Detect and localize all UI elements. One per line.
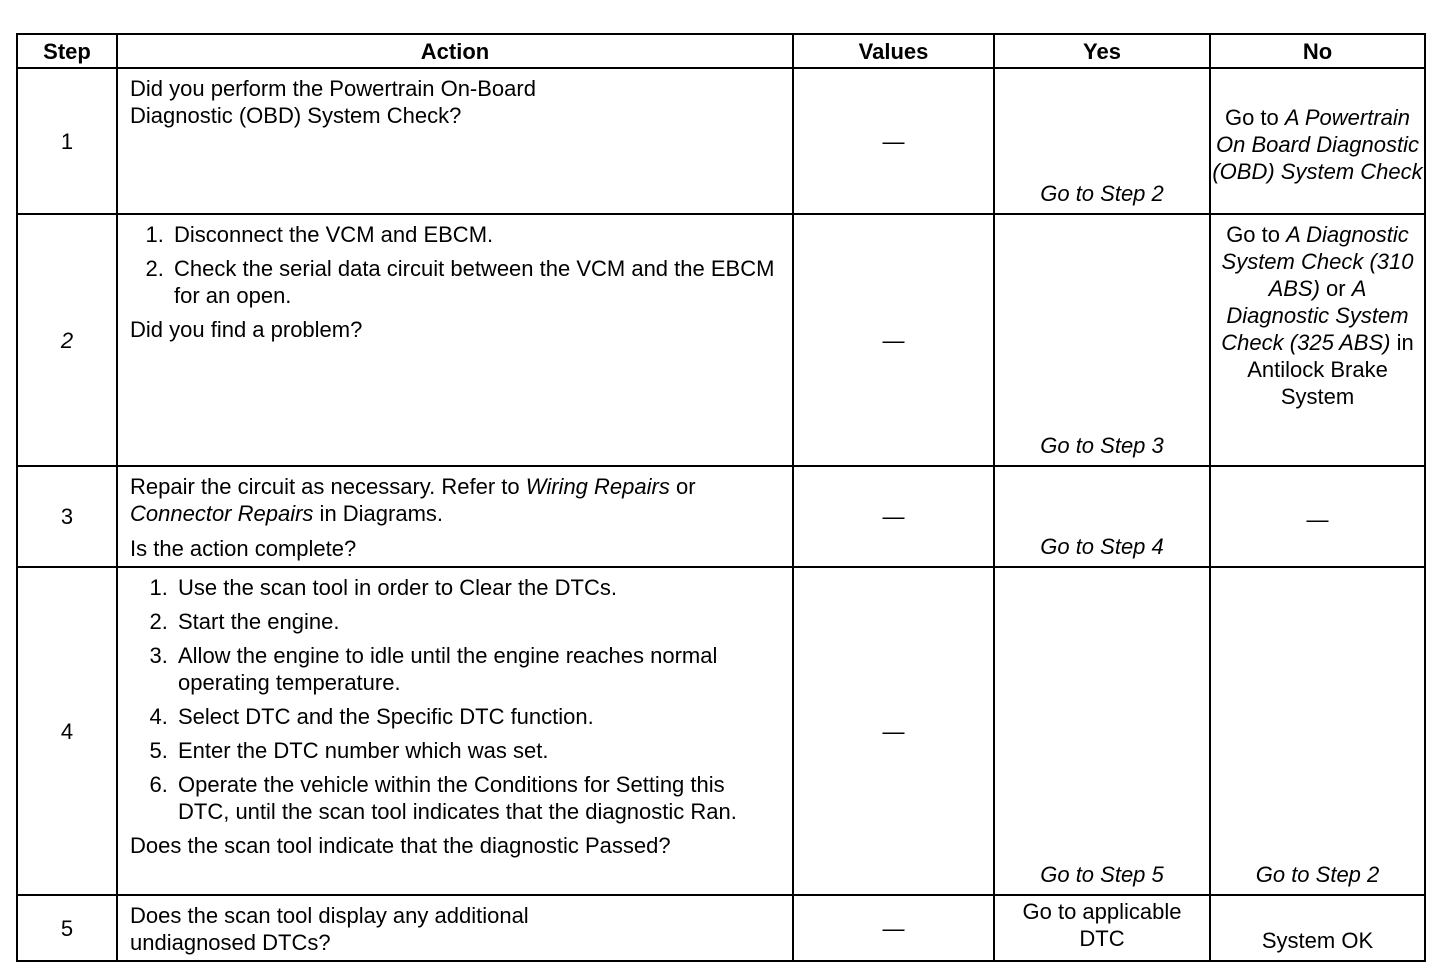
step-number: 5 [17, 895, 117, 961]
no-reference: A Diagnostic System Check (310 ABS) [1221, 222, 1414, 301]
step-number: 3 [17, 466, 117, 567]
action-question: Did you find a problem? [130, 317, 363, 342]
yes-cell [994, 895, 1210, 961]
connector-repairs-reference: Connector Repairs [130, 501, 314, 526]
no-reference: A Diagnostic System Check (325 ABS) [1221, 276, 1409, 355]
action-text [130, 473, 782, 527]
yes-cell: Go to Step 2 [994, 68, 1210, 214]
step-number: 1 [17, 68, 117, 214]
header-action: Action [117, 34, 793, 68]
step-number: 2 [17, 214, 117, 466]
action-question: Does the scan tool indicate that the diagnostic Passed? [130, 833, 671, 858]
yes-cell: Go to Step 5 [994, 567, 1210, 895]
value-cell: — [793, 567, 994, 895]
list-item: 2. Check the serial data circuit between the VCM and the EBCM for an open. [170, 255, 782, 309]
action-cell [117, 466, 793, 567]
header-values: Values [793, 34, 994, 68]
table-row [17, 895, 1425, 961]
yes-cell: Go to Step 4 [994, 466, 1210, 567]
action-question: Does the scan tool display any additional undiagnosed DTCs? [130, 903, 529, 955]
action-question: Did you perform the Powertrain On-Board Diagnostic (OBD) System Check? [130, 76, 536, 128]
yes-text: Go to applicable DTC [1022, 899, 1182, 951]
no-cell [1210, 214, 1425, 466]
step-number: 4 [17, 567, 117, 895]
action-text-part: Repair the circuit as necessary. Refer to [130, 474, 526, 499]
action-cell [117, 895, 793, 961]
action-text-part: in Diagrams. [313, 501, 444, 526]
value-cell: — [793, 68, 994, 214]
value-cell: — [793, 895, 994, 961]
table-row [17, 567, 1425, 895]
action-question: Is the action complete? [130, 536, 357, 561]
action-cell [117, 567, 793, 895]
list-item: 1. Disconnect the VCM and EBCM. [170, 221, 782, 248]
list-item: 4. Select DTC and the Specific DTC function. [174, 703, 782, 730]
header-step: Step [17, 34, 117, 68]
no-cell: System OK [1210, 895, 1425, 961]
action-cell [117, 68, 793, 214]
wiring-repairs-reference: Wiring Repairs [525, 474, 670, 499]
no-suffix: in Antilock Brake System [1247, 330, 1414, 409]
yes-cell: Go to Step 3 [994, 214, 1210, 466]
list-item: 2. Start the engine. [174, 608, 782, 635]
table-row [17, 466, 1425, 567]
no-cell: — [1210, 466, 1425, 567]
action-cell [117, 214, 793, 466]
action-steps [130, 574, 782, 825]
no-cell [1210, 68, 1425, 214]
header-row [17, 34, 1425, 68]
no-conjunction: or [1319, 276, 1352, 301]
no-reference: A Powertrain On Board Diagnostic (OBD) System Check [1212, 104, 1423, 184]
value-cell: — [793, 214, 994, 466]
list-item: 6. Operate the vehicle within the Conditions for Setting this DTC, until the scan tool indicates that the diagnostic Ran. [174, 771, 758, 825]
diagnostic-table [16, 33, 1426, 962]
action-text-part: or [669, 474, 696, 499]
action-steps [130, 221, 782, 309]
value-cell: — [793, 466, 994, 567]
no-prefix: Go to [1224, 104, 1285, 130]
table-row [17, 214, 1425, 466]
header-no: No [1210, 34, 1425, 68]
no-cell: Go to Step 2 [1210, 567, 1425, 895]
header-yes: Yes [994, 34, 1210, 68]
no-prefix: Go to [1226, 222, 1287, 247]
list-item: 5. Enter the DTC number which was set. [174, 737, 782, 764]
table-row [17, 68, 1425, 214]
list-item: 1. Use the scan tool in order to Clear the DTCs. [174, 574, 782, 601]
list-item: 3. Allow the engine to idle until the engine reaches normal operating temperature. [174, 642, 718, 696]
